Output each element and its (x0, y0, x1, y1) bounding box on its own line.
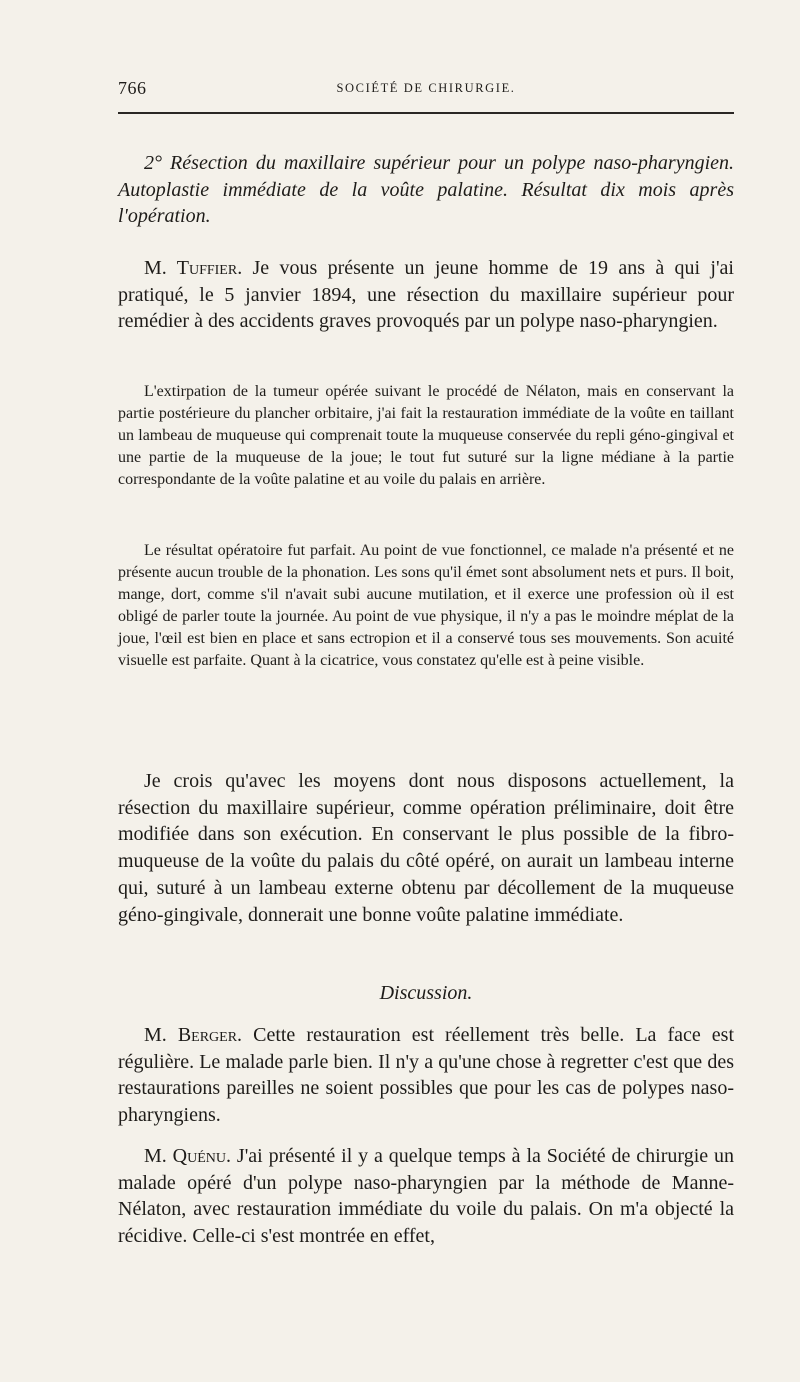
paragraph-conclusion: Je crois qu'avec les moyens dont nous disposons actuellement, la résection du maxillaire supérieur, comme opération préliminaire, doit être modifiée dans son exécution. En conservant le plus possible de la fibro-muqueuse de la voûte du palais du côté opéré, on aurait un lambeau interne qui, suturé à un lambeau externe obtenu par décollement de la muqueuse géno-gingivale, donnerait une bonne voûte palatine immédiate. (118, 770, 734, 926)
paragraph-text: Cette restauration est réellement très belle. La face est régulière. Le malade parle bien. Il n'y a qu'une chose à regretter c'est que des restaurations pareilles ne soient possibles que pour les cas de polypes naso-pharyngiens. (118, 1024, 734, 1127)
paragraph-resultat: Le résultat opératoire fut parfait. Au point de vue fonctionnel, ce malade n'a présenté et ne présente aucun trouble de la phonation. Les sons qu'il émet sont absolument nets et purs. Il boit, mange, dort, comme s'il n'avait subi aucune mutilation, et il exerce une profession où il est obligé de parler toute la journée. Au point de vue physique, il n'y a pas le moindre méplat de la joue, l'œil est bien en place et sans ectropion et il a conservé tous ses mouvements. Son acuité visuelle est parfaite. Quant à la cicatrice, vous constatez qu'elle est à peine visible. (118, 542, 734, 669)
speaker-name: M. Berger. (144, 1024, 243, 1046)
paragraph-tuffier (118, 255, 734, 335)
paragraph-quenu (118, 1143, 734, 1250)
page-header (118, 78, 734, 98)
paragraph-text: Je vous présente un jeune homme de 19 ans à qui j'ai pratiqué, le 5 janvier 1894, une résection du maxillaire supérieur pour remédier à des accidents graves provoqués par un polype naso-pharyngien. (118, 257, 734, 333)
speaker-name: M. Tuffier. (144, 257, 243, 279)
discussion-heading: Discussion. (379, 982, 473, 1004)
paragraph-extirpation: L'extirpation de la tumeur opérée suivant le procédé de Nélaton, mais en conservant la partie postérieure du plancher orbitaire, j'ai fait la restauration immédiate de la voûte en taillant un lambeau de muqueuse qui comprenait toute la muqueuse conservée du repli géno-gingival et une partie de la muqueuse de la joue; le tout fut suturé sur la ligne médiane à la partie correspondante de la voûte palatine et au voile du palais en arrière. (118, 383, 734, 488)
speaker-name: M. Quénu. (144, 1145, 232, 1167)
header-rule (118, 112, 734, 114)
running-title: SOCIÉTÉ DE CHIRURGIE. (336, 81, 516, 95)
paragraph-text: J'ai présenté il y a quelque temps à la Société de chirurgie un malade opéré d'un polype naso-pharyngien par la méthode de Manne-Nélaton, avec restauration immédiate du voile du palais. On m'a objecté la récidive. Celle-ci s'est montrée en effet, (118, 1145, 735, 1248)
page-number: 766 (118, 78, 147, 98)
paragraph-berger (118, 1022, 734, 1129)
section-heading: 2° Résection du maxillaire supérieur pour un polype naso-pharyngien. Autoplastie immédiate de la voûte palatine. Résultat dix mois après l'opération. (118, 152, 734, 228)
